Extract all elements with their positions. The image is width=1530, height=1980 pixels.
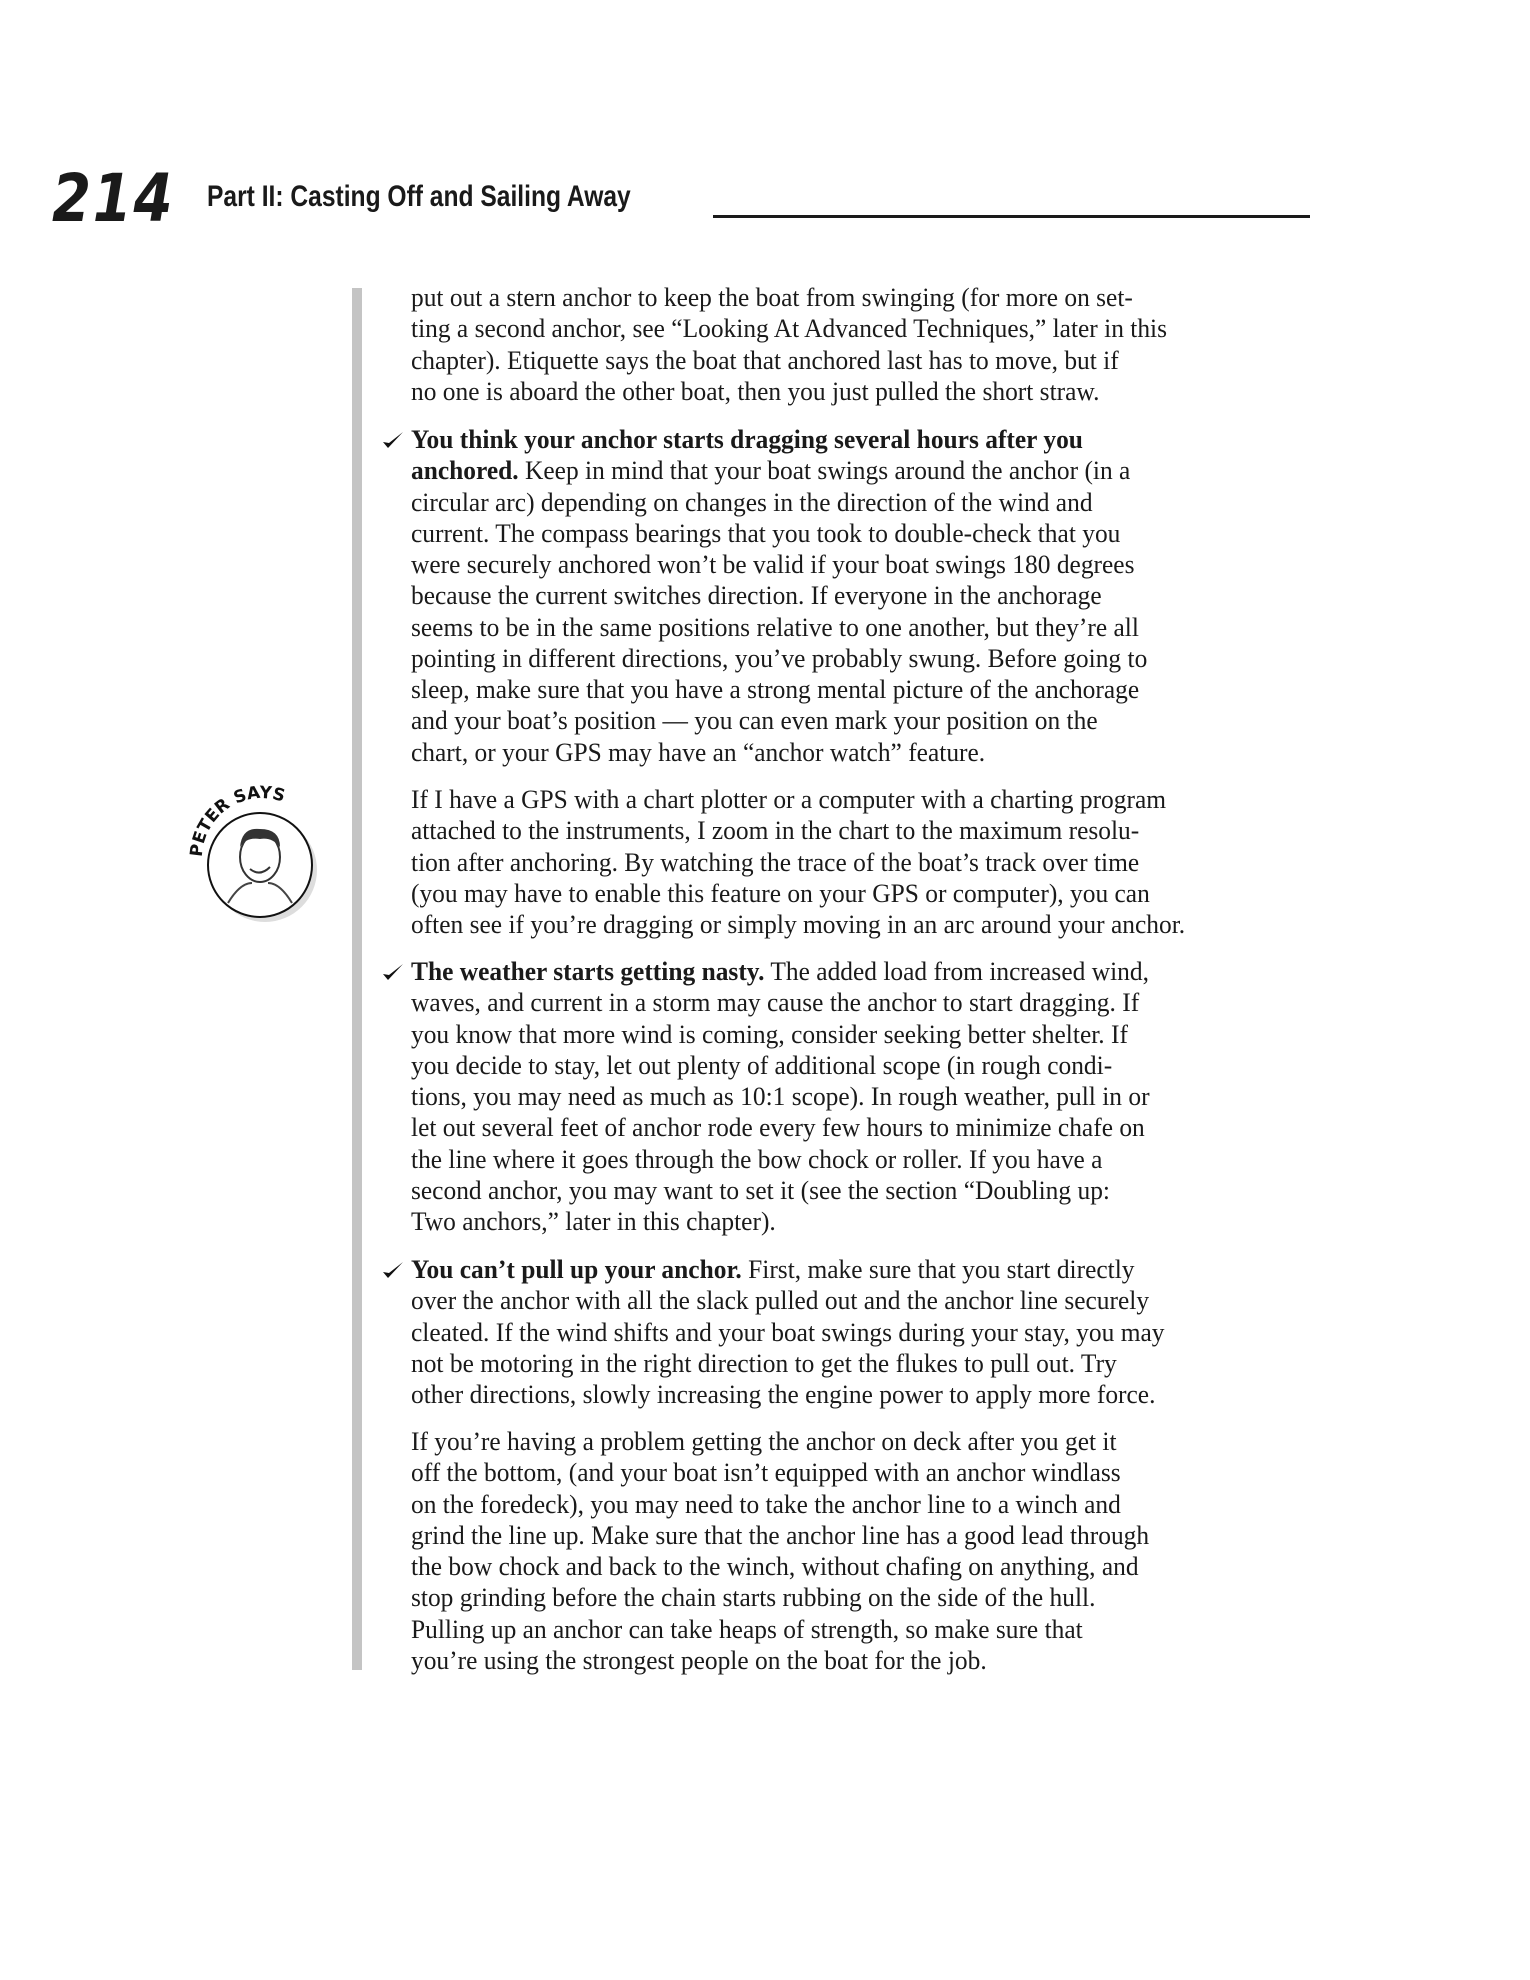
text-line bbox=[411, 1645, 1311, 1676]
text-line bbox=[411, 1489, 1311, 1520]
line-text: attached to the instruments, I zoom in the chart to the maximum resolu- bbox=[411, 816, 1140, 846]
line-text: chapter). Etiquette says the boat that anchored last has to move, but if bbox=[411, 345, 1119, 375]
line-text: the line where it goes through the bow chock or roller. If you have a bbox=[411, 1144, 1103, 1174]
text-line bbox=[411, 737, 1311, 768]
line-text: (you may have to enable this feature on your GPS or computer), you can bbox=[411, 878, 1150, 908]
bold-lead: You think your anchor starts dragging several hours after you bbox=[411, 425, 1083, 454]
line-text: on the foredeck), you may need to take the anchor line to a winch and bbox=[411, 1489, 1121, 1519]
line-text: Pulling up an anchor can take heaps of strength, so make sure that bbox=[411, 1614, 1083, 1644]
line-text: pointing in different directions, you’ve probably swung. Before going to bbox=[411, 643, 1148, 673]
text-line bbox=[411, 1348, 1311, 1379]
text-line bbox=[411, 282, 1311, 313]
text-line bbox=[411, 1050, 1311, 1081]
line-text: If you’re having a problem getting the anchor on deck after you get it bbox=[411, 1427, 1117, 1456]
line-text: waves, and current in a storm may cause the anchor to start dragging. If bbox=[411, 988, 1140, 1018]
text-line bbox=[411, 580, 1311, 611]
text-line bbox=[411, 674, 1311, 705]
text-line bbox=[411, 1081, 1311, 1112]
text-line bbox=[411, 1285, 1311, 1316]
text-line bbox=[411, 815, 1311, 846]
text-line bbox=[411, 705, 1311, 736]
line-text: First, make sure that you start directly bbox=[741, 1255, 1135, 1284]
text-line bbox=[411, 784, 1311, 815]
line-text: If I have a GPS with a chart plotter or a computer with a charting program bbox=[411, 785, 1167, 814]
line-text: stop grinding before the chain starts rubbing on the side of the hull. bbox=[411, 1583, 1096, 1613]
bold-lead: You can’t pull up your anchor. bbox=[411, 1255, 742, 1284]
text-line bbox=[411, 909, 1311, 940]
text-line bbox=[411, 1112, 1311, 1143]
text-line bbox=[411, 1614, 1311, 1645]
line-text: Two anchors,” later in this chapter). bbox=[411, 1207, 776, 1236]
line-text: chart, or your GPS may have an “anchor watch” feature. bbox=[411, 737, 986, 767]
line-text: tions, you may need as much as 10:1 scope). In rough weather, pull in or bbox=[411, 1082, 1150, 1111]
header-rule bbox=[713, 215, 1310, 218]
peter-says-icon bbox=[180, 785, 330, 925]
text-line bbox=[411, 1551, 1311, 1582]
line-text: not be motoring in the right direction to get the flukes to pull out. Try bbox=[411, 1348, 1117, 1378]
line-text: tion after anchoring. By watching the trace of the boat’s track over time bbox=[411, 847, 1140, 877]
sidebar-bar bbox=[352, 288, 362, 1670]
page-number: 214 bbox=[52, 160, 175, 237]
bold-lead: anchored. bbox=[411, 456, 519, 486]
text-line bbox=[411, 549, 1311, 580]
checkmark-bullet-icon bbox=[381, 1260, 405, 1280]
text-line bbox=[411, 643, 1311, 674]
text-line bbox=[411, 847, 1311, 878]
line-text: over the anchor with all the slack pulled out and the anchor line securely bbox=[411, 1286, 1150, 1316]
peter-says-label: PETER SAYS bbox=[186, 785, 288, 858]
paragraph bbox=[411, 282, 1331, 407]
text-line bbox=[411, 1019, 1311, 1050]
text-line bbox=[411, 1520, 1311, 1551]
text-line bbox=[411, 313, 1311, 344]
line-text: off the bottom, (and your boat isn’t equipped with an anchor windlass bbox=[411, 1458, 1121, 1488]
line-text: let out several feet of anchor rode every few hours to minimize chafe on bbox=[411, 1113, 1145, 1143]
line-text: often see if you’re dragging or simply moving in an arc around your anchor. bbox=[411, 910, 1186, 939]
line-text: were securely anchored won’t be valid if your boat swings 180 degrees bbox=[411, 550, 1135, 579]
line-text: circular arc) depending on changes in the direction of the wind and bbox=[411, 487, 1093, 517]
text-line bbox=[411, 487, 1311, 518]
checkmark-bullet-icon bbox=[381, 430, 405, 450]
line-text: grind the line up. Make sure that the anchor line has a good lead through bbox=[411, 1520, 1150, 1550]
text-line bbox=[411, 1206, 1311, 1237]
line-text: and your boat’s position — you can even mark your position on the bbox=[411, 706, 1098, 736]
line-text: you’re using the strongest people on the boat for the job. bbox=[411, 1645, 987, 1675]
paragraph bbox=[411, 1426, 1331, 1676]
text-line bbox=[411, 455, 1311, 486]
text-line bbox=[411, 1426, 1311, 1457]
text-line bbox=[411, 1175, 1311, 1206]
text-line bbox=[411, 345, 1311, 376]
line-text: second anchor, you may want to set it (see the section “Doubling up: bbox=[411, 1175, 1110, 1205]
line-text: sleep, make sure that you have a strong mental picture of the anchorage bbox=[411, 675, 1140, 704]
line-text: seems to be in the same positions relative to one another, but they’re all bbox=[411, 612, 1139, 642]
text-line bbox=[411, 1144, 1311, 1175]
bullet-item bbox=[411, 956, 1331, 1237]
line-text: no one is aboard the other boat, then you just pulled the short straw. bbox=[411, 376, 1100, 406]
line-text: you decide to stay, let out plenty of additional scope (in rough condi- bbox=[411, 1050, 1113, 1080]
text-line bbox=[411, 612, 1311, 643]
bullet-item bbox=[411, 1254, 1331, 1410]
paragraph bbox=[411, 784, 1331, 940]
line-text: other directions, slowly increasing the engine power to apply more force. bbox=[411, 1380, 1156, 1409]
line-text: The added load from increased wind, bbox=[764, 957, 1149, 986]
line-text: ting a second anchor, see “Looking At Advanced Techniques,” later in this bbox=[411, 314, 1168, 344]
line-text: the bow chock and back to the winch, without chafing on anything, and bbox=[411, 1552, 1139, 1581]
running-header-title: Part II: Casting Off and Sailing Away bbox=[207, 180, 631, 213]
text-line bbox=[411, 956, 1311, 987]
text-line bbox=[411, 518, 1311, 549]
line-text: because the current switches direction. If everyone in the anchorage bbox=[411, 581, 1102, 611]
text-line bbox=[411, 1317, 1311, 1348]
line-text: Keep in mind that your boat swings around the anchor (in a bbox=[518, 456, 1131, 486]
bullet-item bbox=[411, 424, 1331, 768]
text-line bbox=[411, 1254, 1311, 1285]
line-text: you know that more wind is coming, consider seeking better shelter. If bbox=[411, 1019, 1128, 1049]
text-line bbox=[411, 987, 1311, 1018]
line-text: current. The compass bearings that you took to double-check that you bbox=[411, 518, 1121, 548]
text-line bbox=[411, 1379, 1311, 1410]
line-text: cleated. If the wind shifts and your boat swings during your stay, you may bbox=[411, 1317, 1165, 1347]
text-line bbox=[411, 424, 1311, 455]
text-line bbox=[411, 1582, 1311, 1613]
checkmark-bullet-icon bbox=[381, 962, 405, 982]
text-line bbox=[411, 878, 1311, 909]
text-line bbox=[411, 1457, 1311, 1488]
bold-lead: The weather starts getting nasty. bbox=[411, 957, 765, 986]
line-text: put out a stern anchor to keep the boat from swinging (for more on set- bbox=[411, 283, 1133, 312]
text-line bbox=[411, 376, 1311, 407]
